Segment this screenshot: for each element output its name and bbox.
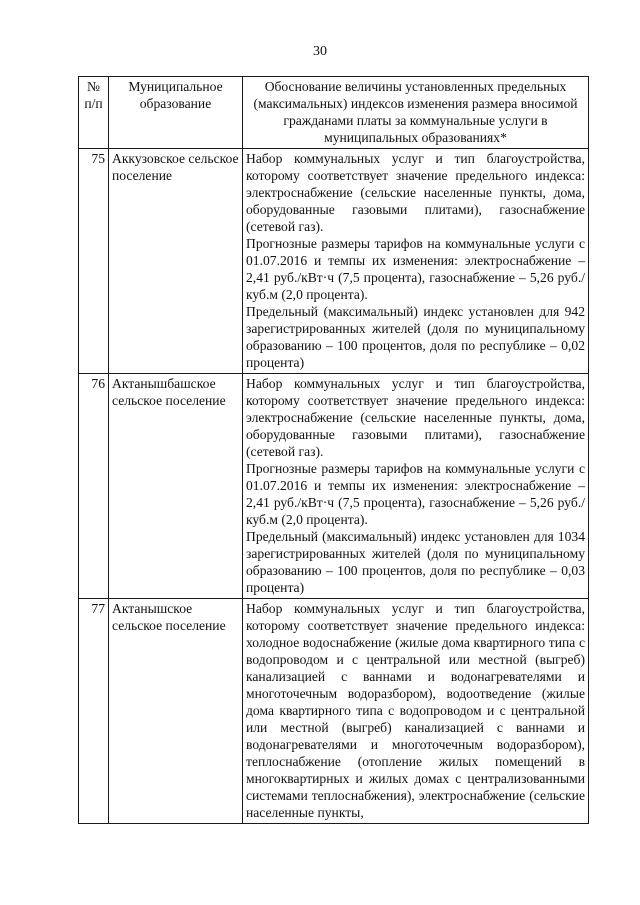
justification-services: Набор коммунальных услуг и тип благоустройства, которому соответствует значение предельного индекса: электроснабжение (сельские населенные пункты, дома, оборудованные газовыми плитами), газоснабжение (сетевой газ). <box>246 151 585 234</box>
tariff-index-table <box>78 76 589 824</box>
justification-services: Набор коммунальных услуг и тип благоустройства, которому соответствует значение предельного индекса: холодное водоснабжение (жилые дома квартирного типа с водопроводом и с центральной или местной (выгреб) канализацией с ваннами и водонагревателями и многоточечным водоразбором), водоотведение (жилые дома квартирного типа с водопроводом и с центральной или местной (выгреб) канализацией с ваннами и водонагревателями и многоточечным водоразбором), теплоснабжение (отопление жилых помещений в многоквартирных и жилых домах с централизованными системами теплоснабжения), электроснабжение (сельские населенные пункты, <box>246 601 585 820</box>
justification-residents: Предельный (максимальный) индекс установлен для 942 зарегистрированных жителей (доля по муниципальному образованию – 100 процентов, доля по республике – 0,02 процента) <box>246 304 585 370</box>
table-header-row <box>79 77 589 149</box>
page-number: 30 <box>313 44 327 59</box>
table-row <box>79 374 589 599</box>
table-row <box>79 599 589 824</box>
justification-services: Набор коммунальных услуг и тип благоустройства, которому соответствует значение предельного индекса: электроснабжение (сельские населенные пункты, дома, оборудованные газовыми плитами), газоснабжение (сетевой газ). <box>246 376 585 459</box>
row-number: 76 <box>79 374 109 599</box>
justification-residents: Предельный (максимальный) индекс установлен для 1034 зарегистрированных жителей (доля по муниципальному образованию – 100 процентов, доля по республике – 0,03 процента) <box>246 529 585 595</box>
row-justification <box>243 149 589 374</box>
row-municipality: Актанышское сельское поселение <box>109 599 243 824</box>
header-justification: Обоснование величины установленных предельных (максимальных) индексов изменения размера вносимой гражданами платы за коммунальные услуги в муниципальных образованиях* <box>243 77 589 149</box>
table-row <box>79 149 589 374</box>
header-municipality: Муниципальное образование <box>109 77 243 149</box>
row-justification <box>243 599 589 824</box>
row-number: 75 <box>79 149 109 374</box>
row-municipality: Аккузовское сельское поселение <box>109 149 243 374</box>
row-municipality: Актанышбашское сельское поселение <box>109 374 243 599</box>
justification-tariffs: Прогнозные размеры тарифов на коммунальные услуги с 01.07.2016 и темпы их изменения: электроснабжение – 2,41 руб./кВт·ч (7,5 процента), газоснабжение – 5,26 руб./куб.м (2,0 процента). <box>246 236 585 302</box>
row-justification <box>243 374 589 599</box>
header-number: № п/п <box>79 77 109 149</box>
justification-tariffs: Прогнозные размеры тарифов на коммунальные услуги с 01.07.2016 и темпы их изменения: электроснабжение – 2,41 руб./кВт·ч (7,5 процента), газоснабжение – 5,26 руб./куб.м (2,0 процента). <box>246 461 585 527</box>
row-number: 77 <box>79 599 109 824</box>
